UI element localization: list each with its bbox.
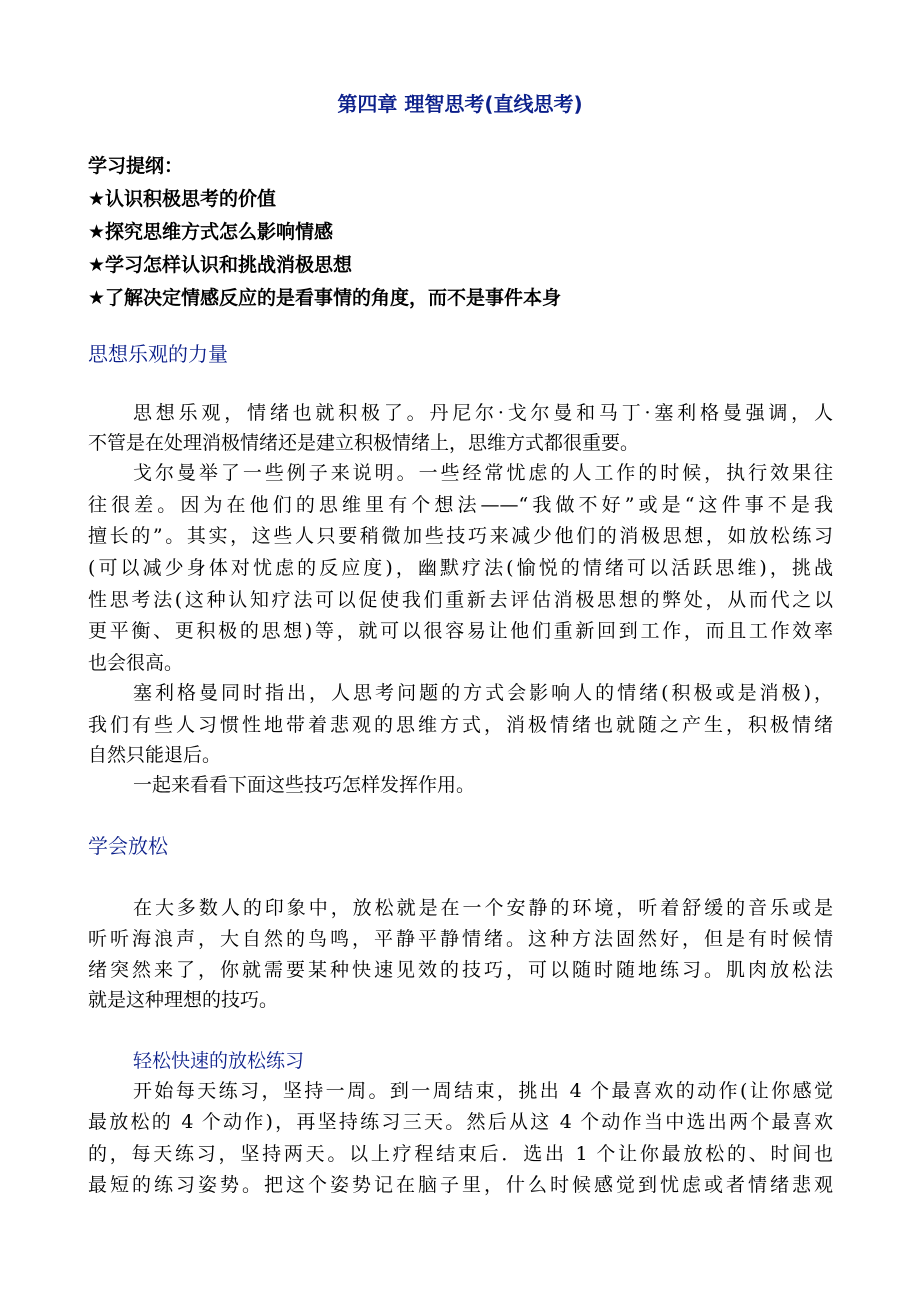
paragraph-line: 更平衡、更积极的思想)等，就可以很容易让他们重新回到工作，而且工作效率	[88, 620, 833, 642]
paragraph-line: (可以减少身体对忧虑的反应度)，幽默疗法(愉悦的情绪可以活跃思维)，挑战	[88, 557, 833, 579]
outline-item: ★了解决定情感反应的是看事情的角度，而不是事件本身	[88, 287, 562, 309]
paragraph-line: 思想乐观，情绪也就积极了。丹尼尔·戈尔曼和马丁·塞利格曼强调，人	[133, 402, 833, 424]
paragraph-line: 就是这种理想的技巧。	[88, 989, 279, 1011]
outline-item: ★学习怎样认识和挑战消极思想	[88, 254, 353, 276]
paragraph-line: 性思考法(这种认知疗法可以促使我们重新去评估消极思想的弊处，从而代之以	[88, 589, 833, 611]
paragraph-line: 最放松的 4 个动作)，再坚持练习三天。然后从这 4 个动作当中选出两个最喜欢	[88, 1111, 833, 1133]
paragraph-line: 不管是在处理消极情绪还是建立积极情绪上，思维方式都很重要。	[88, 432, 640, 454]
outline-item: ★认识积极思考的价值	[88, 188, 277, 210]
outline-item: ★探究思维方式怎么影响情感	[88, 221, 334, 243]
paragraph-line: 往很差。因为在他们的思维里有个想法——“我做不好”或是“这件事不是我	[88, 494, 833, 516]
paragraph-line: 戈尔曼举了一些例子来说明。一些经常忧虑的人工作的时候，执行效果往	[133, 462, 833, 484]
chapter-title: 第四章 理智思考(直线思考)	[337, 92, 583, 116]
outline-label: 学习提纲：	[88, 155, 184, 177]
paragraph-line: 听听海浪声，大自然的鸟鸣，平静平静情绪。这种方法固然好，但是有时候情	[88, 928, 833, 950]
paragraph-line: 在大多数人的印象中，放松就是在一个安静的环境，听着舒缓的音乐或是	[133, 897, 833, 919]
paragraph-line: 开始每天练习，坚持一周。到一周结束，挑出 4 个最喜欢的动作(让你感觉	[133, 1080, 833, 1102]
paragraph-line: 绪突然来了，你就需要某种快速见效的技巧，可以随时随地练习。肌肉放松法	[88, 959, 833, 981]
section-heading-optimism: 思想乐观的力量	[88, 342, 228, 366]
paragraph-line: 的，每天练习，坚持两天。以上疗程结束后．选出 1 个让你最放松的、时间也	[88, 1143, 833, 1165]
section-heading-relax: 学会放松	[88, 834, 168, 858]
subsection-heading-quick-relax: 轻松快速的放松练习	[133, 1050, 305, 1072]
paragraph-line: 一起来看看下面这些技巧怎样发挥作用。	[133, 774, 476, 796]
paragraph-line: 我们有些人习惯性地带着悲观的思维方式，消极情绪也就随之产生，积极情绪	[88, 714, 833, 736]
paragraph-line: 最短的练习姿势。把这个姿势记在脑子里，什么时候感觉到忧虑或者情绪悲观	[88, 1174, 833, 1196]
paragraph-line: 自然只能退后。	[88, 744, 222, 766]
paragraph-line: 也会很高。	[88, 652, 184, 674]
paragraph-line: 塞利格曼同时指出，人思考问题的方式会影响人的情绪(积极或是消极)，	[133, 682, 833, 704]
paragraph-line: 擅长的”。其实，这些人只要稍微加些技巧来减少他们的消极思想，如放松练习	[88, 525, 833, 547]
study-outline	[88, 150, 838, 315]
